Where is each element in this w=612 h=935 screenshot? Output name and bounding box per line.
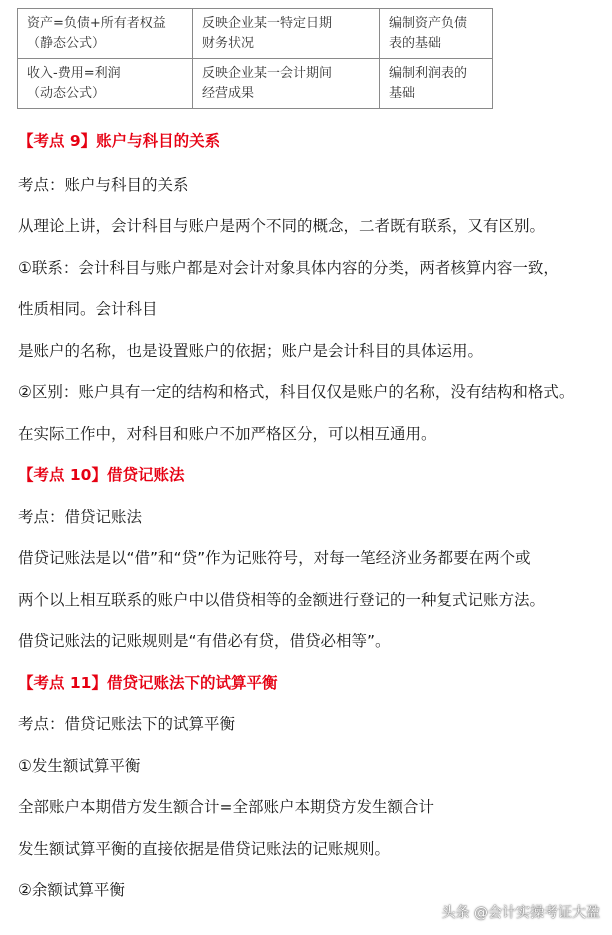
cell-text: 表的基础 xyxy=(389,36,442,51)
paragraph-line: 是账户的名称，也是设置账户的依据；账户是会计科目的具体运用。 xyxy=(18,342,484,360)
table-cell-meaning xyxy=(193,9,380,59)
paragraph-line: ②区别：账户具有一定的结构和格式，科目仅仅是账户的名称，没有结构和格式。 xyxy=(18,383,575,401)
cell-text: 编制资产负债 xyxy=(389,16,468,31)
paragraph-line: 从理论上讲，会计科目与账户是两个不同的概念，二者既有联系，又有区别。 xyxy=(18,217,546,235)
paragraph-line: 性质相同。会计科目 xyxy=(18,300,158,318)
watermark: 头条 @会计实操考证大盈 xyxy=(441,905,600,921)
paragraph-line: 全部账户本期借方发生额合计=全部账户本期贷方发生额合计 xyxy=(18,798,434,816)
table-cell-formula xyxy=(18,9,193,59)
cell-text: 基础 xyxy=(389,86,416,101)
topic-line-10: 考点：借贷记账法 xyxy=(18,508,143,526)
cell-text: 编制利润表的 xyxy=(389,66,468,81)
cell-text: 反映企业某一会计期间 xyxy=(202,66,333,81)
table-cell-basis xyxy=(380,59,493,109)
table-row xyxy=(18,9,493,59)
topic-line-9: 考点：账户与科目的关系 xyxy=(18,176,189,194)
cell-text: 收入-费用=利润 xyxy=(27,66,121,81)
summary-table xyxy=(17,8,493,109)
cell-text: 反映企业某一特定日期 xyxy=(202,16,333,31)
table-cell-formula xyxy=(18,59,193,109)
paragraph-line: ①发生额试算平衡 xyxy=(18,757,141,775)
paragraph-line: 两个以上相互联系的账户中以借贷相等的金额进行登记的一种复式记账方法。 xyxy=(18,591,546,609)
topic-line-11: 考点：借贷记账法下的试算平衡 xyxy=(18,715,236,733)
section-heading-9: 【考点 9】账户与科目的关系 xyxy=(18,132,221,150)
paragraph-line: 借贷记账法的记账规则是“有借必有贷，借贷必相等”。 xyxy=(18,632,391,650)
paragraph-line: 发生额试算平衡的直接依据是借贷记账法的记账规则。 xyxy=(18,840,391,858)
table-row xyxy=(18,59,493,109)
paragraph-line: ②余额试算平衡 xyxy=(18,881,125,899)
cell-text: 经营成果 xyxy=(202,86,255,101)
cell-text: （动态公式） xyxy=(27,86,106,101)
paragraph-line: 借贷记账法是以“借”和“贷”作为记账符号，对每一笔经济业务都要在两个或 xyxy=(18,549,531,567)
table-cell-basis xyxy=(380,9,493,59)
cell-text: 资产=负债+所有者权益 xyxy=(27,16,166,31)
table-cell-meaning xyxy=(193,59,380,109)
section-heading-11: 【考点 11】借贷记账法下的试算平衡 xyxy=(18,674,278,692)
paragraph-line: ①联系：会计科目与账户都是对会计对象具体内容的分类，两者核算内容一致， xyxy=(18,259,559,277)
paragraph-line: 在实际工作中，对科目和账户不加严格区分，可以相互通用。 xyxy=(18,425,437,443)
cell-text: （静态公式） xyxy=(27,36,106,51)
section-heading-10: 【考点 10】借贷记账法 xyxy=(18,466,185,484)
cell-text: 财务状况 xyxy=(202,36,255,51)
